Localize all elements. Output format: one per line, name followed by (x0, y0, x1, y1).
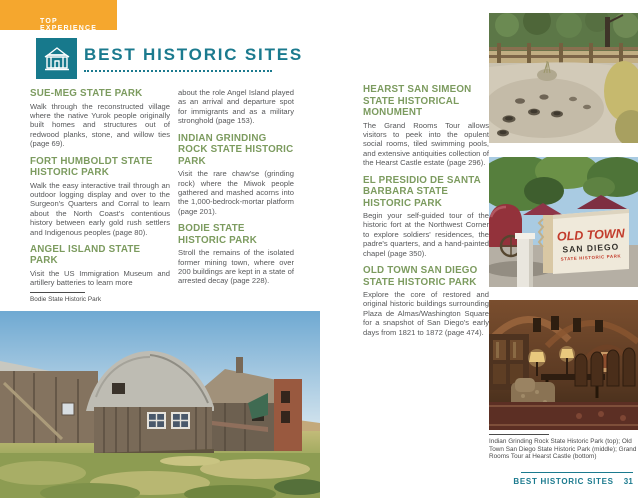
caption-rule (489, 434, 549, 435)
section-body: Visit the rare chaw'se (grinding rock) where the Miwok people gathered and mashed acorns into the 1,000-bedrock-mortar platform (page 201). (178, 169, 294, 216)
section-body: Begin your self-guided tour of the historic fort at the Northwest Corner to explore soldiers' residences, the padre's quarters, and a hand-painted chapel (page 350). (363, 211, 489, 258)
section-body: Walk through the reconstructed village where the native Yurok people originally built homes and structures out of redwood planks, stone, and willow ties (page 69). (30, 101, 170, 149)
section-heading: BODIE STATE HISTORIC PARK (178, 223, 257, 246)
banner-label: TOP EXPERIENCE (40, 18, 98, 32)
old-town-art (489, 157, 638, 287)
section-angel-island-continued (178, 88, 294, 126)
caption-rule (30, 292, 85, 293)
grand-rooms-art (489, 300, 638, 430)
section-heading: EL PRESIDIO DE SANTA BARBARA STATE HISTORIC PARK (363, 174, 481, 209)
footer-rule (521, 472, 633, 473)
section-body: Stroll the remains of the isolated former mining town, where over 200 buildings are kept in a state of arrested decay (page 228). (178, 248, 294, 286)
section-heading: INDIAN GRINDING ROCK STATE HISTORIC PARK (178, 132, 294, 167)
section-heading: ANGEL ISLAND STATE PARK (30, 243, 141, 267)
caption-left (30, 292, 170, 304)
text-column-3 (363, 84, 489, 344)
caption-right-text: Indian Grinding Rock State Historic Park (top); Old Town San Diego State Historic Park (middle); Grand Rooms Tour at Hearst Castle (bottom) (489, 438, 637, 461)
section-indian-grinding (178, 133, 294, 217)
bodie-photo-art (0, 311, 320, 498)
section-heading: SUE-MEG STATE PARK (30, 88, 143, 99)
section-fort-humboldt (30, 156, 170, 237)
page-title: BEST HISTORIC SITES (84, 45, 304, 64)
grinding-rock-art (489, 13, 638, 143)
sign-text-state-historic-park: STATE HISTORIC PARK (560, 253, 622, 262)
section-bodie (178, 223, 294, 286)
sign-text-old-town: OLD TOWN (556, 226, 626, 244)
sign-text-san-diego: SAN DIEGO (562, 241, 620, 255)
section-body: Explore the core of restored and original historic buildings surrounding Plaza de Almas/Washington Square for a snapshot of San Diego's early days from 1821 to 1872 (page 474). (363, 290, 489, 337)
footer-page-number: 31 (623, 477, 633, 486)
caption-right (489, 434, 639, 461)
section-el-presidio (363, 175, 489, 259)
text-column-1 (30, 88, 170, 295)
section-heading: FORT HUMBOLDT STATE HISTORIC PARK (30, 155, 153, 179)
section-sue-meg (30, 88, 170, 149)
section-heading: OLD TOWN SAN DIEGO STATE HISTORIC PARK (363, 265, 478, 288)
text-column-2 (178, 88, 294, 293)
section-body: Walk the easy interactive trail through an outdoor logging display and over to the Surgeon's Quarters and Corral to learn about the North Coast's contentious history between early gold rush settlers and Indigenous peoples (page 80). (30, 180, 170, 237)
indian-grinding-rock-photo (489, 13, 638, 143)
page-footer (489, 477, 633, 486)
historic-building-icon (36, 38, 77, 79)
bodie-photo (0, 311, 320, 498)
section-angel-island (30, 244, 170, 288)
section-body-continued: about the role Angel Island played as an arrival and departure spot for immigrants and as a military stronghold (page 153). (178, 88, 294, 126)
old-town-san-diego-photo (489, 157, 638, 287)
footer-label: BEST HISTORIC SITES (513, 477, 614, 486)
caption-left-text: Bodie State Historic Park (30, 296, 102, 303)
section-old-town (363, 265, 489, 337)
section-hearst (363, 84, 489, 168)
title-dotted-rule (84, 70, 272, 72)
top-experience-banner (0, 0, 117, 30)
section-body: Visit the US Immigration Museum and artillery batteries to learn more (30, 268, 170, 288)
section-body: The Grand Rooms Tour allows visitors to peek into the opulent social rooms, tiled swimming pools, and extensive antiquities collection of the Hearst Castle estate (page 296). (363, 120, 489, 168)
section-heading: HEARST SAN SIMEON STATE HISTORICAL MONUMENT (363, 84, 472, 118)
hearst-grand-rooms-photo (489, 300, 638, 430)
